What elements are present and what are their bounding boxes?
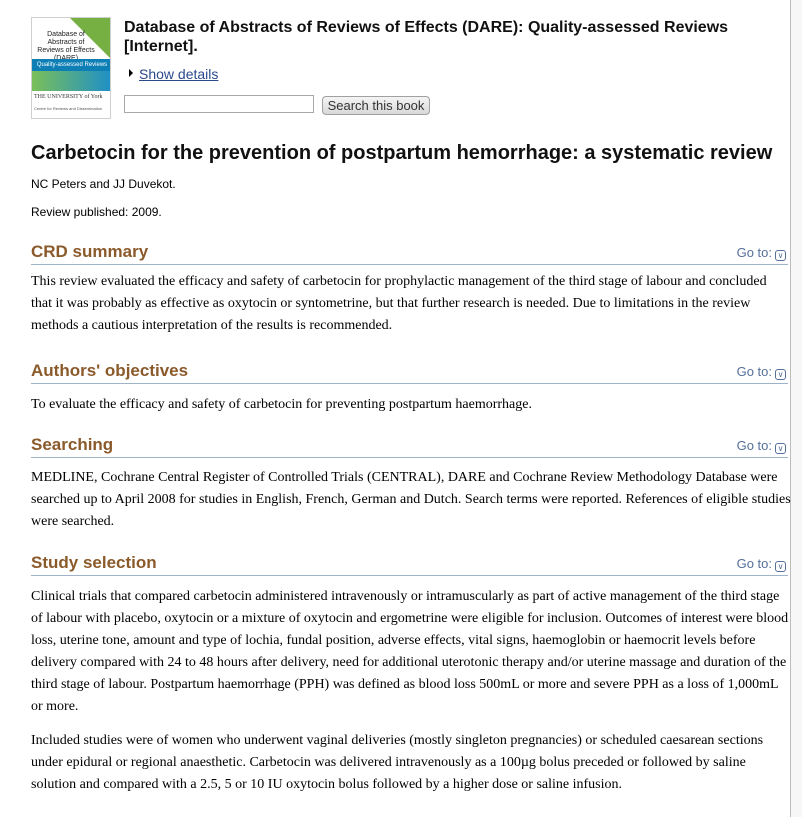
goto-menu[interactable]: Go to: ∨ xyxy=(737,556,786,572)
scrollbar-area[interactable] xyxy=(791,0,802,817)
section-heading: CRD summary xyxy=(31,242,149,261)
section-paragraph: This review evaluated the efficacy and safety of carbetocin for prophylactic management of the third stage of labour and concluded that it was probably as effective as oxytocin or syntometrine, but that further research is needed. Due to limitations in the review methods a cautious interpretation of the results is recommended. xyxy=(31,274,767,333)
section-paragraph: To evaluate the efficacy and safety of carbetocin for preventing postpartum haemorrhage. xyxy=(31,397,532,412)
section-heading: Authors' objectives xyxy=(31,361,189,380)
article-title: Carbetocin for the prevention of postpartum hemorrhage: a systematic review xyxy=(31,142,773,164)
show-details-link[interactable]: Show details xyxy=(139,66,219,82)
goto-menu[interactable]: Go to: ∨ xyxy=(737,364,786,380)
section-header-crd-summary xyxy=(31,242,788,265)
section-header-study-selection xyxy=(31,553,788,576)
book-cover-image[interactable] xyxy=(31,17,111,119)
book-header xyxy=(31,17,791,121)
cover-photo xyxy=(32,71,111,91)
goto-menu[interactable]: Go to: ∨ xyxy=(737,438,786,454)
disclosure-triangle-icon xyxy=(129,69,133,77)
cover-title: Database of Abstracts of Reviews of Effects xyxy=(37,31,95,54)
cover-university: THE UNIVERSITY of York xyxy=(34,94,103,100)
chevron-down-icon[interactable]: ∨ xyxy=(775,561,786,572)
show-details-toggle[interactable] xyxy=(129,66,218,82)
review-published: Review published: 2009. xyxy=(31,205,162,219)
cover-band: Quality-assessed Reviews xyxy=(32,59,111,71)
article-authors: NC Peters and JJ Duvekot. xyxy=(31,177,176,191)
section-heading: Searching xyxy=(31,435,114,454)
goto-menu[interactable]: Go to: ∨ xyxy=(737,245,786,261)
section-paragraph: Included studies were of women who underwent vaginal deliveries (mostly singleton pregnancies) or scheduled caesarean sections under epidural or regional anaesthetic. Carbetocin was delivered intravenously as a 100µg bolus preceded or followed by saline solution and compared with a 2.5, 5 or 10 IU oxytocin bolus followed by a higher dose or saline infusion. xyxy=(31,733,764,792)
section-header-searching xyxy=(31,435,788,458)
section-paragraph: MEDLINE, Cochrane Central Register of Controlled Trials (CENTRAL), DARE and Cochrane Review Methodology Database were searched up to April 2008 for studies in English, French, German and Dutch. Search terms were reported. References of eligible studies were searched. xyxy=(31,470,791,529)
section-header-authors-objectives xyxy=(31,361,788,384)
cover-centre: Centre for Reviews and Dissemination xyxy=(34,106,103,111)
chevron-down-icon[interactable]: ∨ xyxy=(775,250,786,261)
book-title: Database of Abstracts of Reviews of Effects (DARE): Quality-assessed Reviews [Internet]. xyxy=(124,19,729,55)
section-heading: Study selection xyxy=(31,553,157,572)
search-book-input[interactable] xyxy=(124,95,314,113)
search-book-button[interactable]: Search this book xyxy=(322,96,430,115)
chevron-down-icon[interactable]: ∨ xyxy=(775,443,786,454)
section-paragraph: Clinical trials that compared carbetocin administered intravenously or intramuscularly as part of active management of the third stage of labour with placebo, oxytocin or a mixture of oxytocin and ergometrine were eligible for inclusion. Outcomes of interest were blood loss, uterine tone, amount and type of lochia, fundal position, adverse effects, vital signs, haemoglobin or haemocrit levels before delivery compared with 24 to 48 hours after delivery, need for additional uterotonic therapy and/or uterine massage and duration of the third stage of labour. Postpartum haemorrhage (PPH) was defined as blood loss 500mL or more and severe PPH as a loss of 1,000mL or more. xyxy=(31,589,789,714)
chevron-down-icon[interactable]: ∨ xyxy=(775,369,786,380)
